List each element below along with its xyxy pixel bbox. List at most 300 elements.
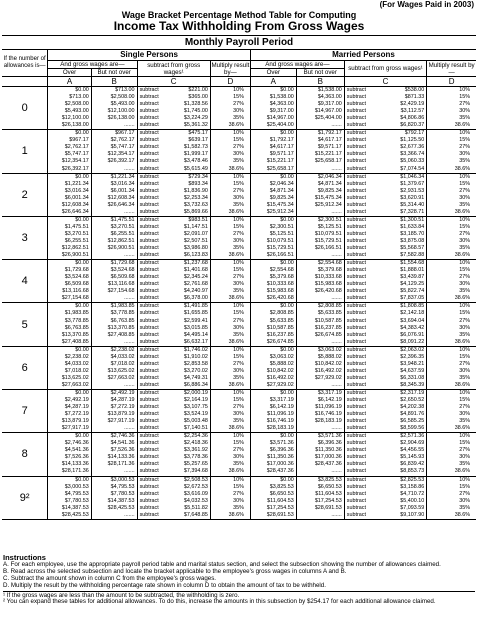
single-subtract-label: subtract <box>137 368 171 375</box>
married-but-not-over-cell: $2,300.51 <box>296 216 344 224</box>
married-subtract-amount: $7,093.59 <box>400 504 425 511</box>
table-row <box>2 339 476 347</box>
single-subtract-amount: $1,745.00 <box>183 108 208 115</box>
married-but-not-over-cell: $10,842.02 <box>296 361 344 368</box>
married-but-not-over-cell: $11,350.36 <box>296 447 344 454</box>
married-subtract-label: subtract <box>344 151 378 158</box>
married-but-not-over-cell: $15,983.68 <box>296 281 344 288</box>
single-over-cell: $6,509.68 <box>64 281 89 288</box>
married-but-not-over-cell: $11,604.53 <box>296 491 344 498</box>
married-subtract-label: subtract <box>344 433 378 441</box>
single-subtract-amount: $2,507.51 <box>183 237 208 244</box>
instructions <box>3 555 475 606</box>
single-but-not-over-cell: $7,272.19 <box>91 404 137 411</box>
table-row <box>2 238 476 245</box>
table-row <box>2 274 476 281</box>
married-subtract-label: subtract <box>344 440 378 447</box>
married-rate-cell: 38.6% <box>427 512 476 520</box>
married-over-cell: $10,079.51 <box>250 238 296 245</box>
married-but-not-over-cell: $1,538.00 <box>296 87 344 95</box>
table-row <box>2 101 476 108</box>
single-rate-cell: 30% <box>210 498 250 505</box>
single-but-not-over-cell: $13,370.85 <box>91 325 137 332</box>
single-subtract-amount: $475.17 <box>188 130 208 137</box>
married-but-not-over-cell: $11,096.19 <box>296 404 344 411</box>
single-but-not-over-cell: $12,354.17 <box>91 151 137 158</box>
married-but-not-over-cell: $5,888.02 <box>296 354 344 361</box>
single-subtract-label: subtract <box>137 245 171 252</box>
table-row <box>2 310 476 317</box>
married-over-cell: $5,888.02 <box>250 361 296 368</box>
married-subtract-amount: $4,456.55 <box>400 447 425 454</box>
married-but-not-over-cell: $17,254.53 <box>296 498 344 505</box>
married-subtract-label: subtract <box>344 195 378 202</box>
married-rate-cell: 10% <box>427 173 476 181</box>
married-rate-cell: 15% <box>427 181 476 188</box>
married-but-not-over-cell: $1,792.17 <box>296 130 344 138</box>
single-rate-cell: 27% <box>210 491 250 498</box>
married-subtract-amount: $5,822.74 <box>400 288 425 295</box>
married-subtract-label: subtract <box>344 476 378 484</box>
single-subtract-header: subtract from gross wages¹ <box>137 61 210 77</box>
married-subtract-label: subtract <box>344 468 378 476</box>
married-but-not-over-cell: $26,166.51 <box>296 245 344 252</box>
married-but-not-over-cell: $10,079.51 <box>296 231 344 238</box>
single-but-not-over-cell: $2,492.19 <box>91 389 137 397</box>
single-subtract-label: subtract <box>137 433 171 441</box>
married-subtract-label: subtract <box>344 332 378 339</box>
table-row <box>2 202 476 209</box>
married-rate-cell: 30% <box>427 151 476 158</box>
single-subtract-label: subtract <box>137 216 171 224</box>
married-rate-cell: 38.6% <box>427 122 476 130</box>
single-over-cell: $26,646.34 <box>48 209 92 217</box>
single-but-not-over-cell: $12,100.00 <box>91 108 137 115</box>
single-over-cell: $0.00 <box>75 433 89 440</box>
single-subtract-label: subtract <box>137 231 171 238</box>
single-subtract-label: subtract <box>137 122 171 130</box>
single-subtract-label: subtract <box>137 195 171 202</box>
single-subtract-amount: $3,478.46 <box>183 158 208 165</box>
single-subtract-amount: $3,524.19 <box>183 411 208 418</box>
single-rate-cell: 15% <box>210 94 250 101</box>
single-subtract-label: subtract <box>137 224 171 231</box>
married-over-cell: $28,183.19 <box>250 425 296 433</box>
married-subtract-amount: $3,620.91 <box>400 194 425 201</box>
married-rate-cell: 10% <box>427 476 476 484</box>
single-rate-cell: 38.6% <box>210 339 250 347</box>
married-subtract-amount: $2,650.52 <box>400 397 425 404</box>
married-rate-cell: 30% <box>427 195 476 202</box>
table-row <box>2 188 476 195</box>
married-but-not-over-cell: $3,317.19 <box>296 389 344 397</box>
single-over-cell: $6,001.34 <box>64 194 89 201</box>
married-but-not-over-cell: $9,571.17 <box>296 144 344 151</box>
single-but-not-over-cell: ....... <box>91 166 137 174</box>
col-letter: A <box>48 77 92 87</box>
single-subtract-amount: $3,015.85 <box>183 324 208 331</box>
single-over-cell: $7,780.53 <box>64 497 89 504</box>
married-over-cell: $10,842.02 <box>250 368 296 375</box>
married-subtract-amount: $9,107.90 <box>379 512 427 520</box>
single-but-not-over-cell: $1,221.34 <box>91 173 137 181</box>
married-but-not-over-cell: $25,404.00 <box>296 115 344 122</box>
married-subtract-label: subtract <box>344 484 378 491</box>
single-rate-cell: 10% <box>210 130 250 138</box>
single-over-cell: $3,778.85 <box>64 317 89 324</box>
single-subtract-amount: $2,091.07 <box>183 230 208 237</box>
allowance-count: 7 <box>2 389 48 432</box>
married-over-cell: $4,363.00 <box>250 101 296 108</box>
single-over-cell: $5,493.00 <box>64 108 89 115</box>
married-rate-cell: 27% <box>427 491 476 498</box>
table-row <box>2 173 476 181</box>
single-subtract-label: subtract <box>137 505 171 512</box>
single-rate-cell: 30% <box>210 238 250 245</box>
married-subtract-label: subtract <box>344 281 378 288</box>
married-rate-cell: 35% <box>427 115 476 122</box>
allowance-count: 4 <box>2 260 48 303</box>
married-over-cell: $11,350.36 <box>250 454 296 461</box>
table-row <box>2 440 476 447</box>
married-subtract-amount: $3,112.57 <box>400 108 425 115</box>
single-but-not-over-cell: $13,879.19 <box>91 411 137 418</box>
table-row <box>2 468 476 476</box>
married-rate-cell: 10% <box>427 303 476 311</box>
single-but-not-over-cell: $3,524.68 <box>91 267 137 274</box>
single-over-cell: $13,370.85 <box>61 331 89 338</box>
married-subtract-label: subtract <box>344 101 378 108</box>
wages-year-note: (For Wages Paid in 2003) <box>379 0 474 9</box>
married-subtract-amount: $5,060.33 <box>400 158 425 165</box>
single-subtract-label: subtract <box>137 440 171 447</box>
married-rate-cell: 15% <box>427 94 476 101</box>
single-subtract-label: subtract <box>137 173 171 181</box>
table-row <box>2 224 476 231</box>
married-rate-cell: 27% <box>427 318 476 325</box>
married-subtract-label: subtract <box>344 122 378 130</box>
married-subtract-amount: $1,808.85 <box>400 303 425 310</box>
single-subtract-label: subtract <box>137 484 171 491</box>
married-rate-cell: 30% <box>427 368 476 375</box>
single-subtract-label: subtract <box>137 361 171 368</box>
single-subtract-amount: $6,123.83 <box>171 252 210 260</box>
single-rate-cell: 10% <box>210 216 250 224</box>
single-over-cell: $14,387.53 <box>61 504 89 511</box>
single-but-not-over-cell: $4,541.36 <box>91 440 137 447</box>
single-but-not-over-cell: $14,133.36 <box>91 454 137 461</box>
married-subtract-amount: $8,599.56 <box>379 425 427 433</box>
married-subtract-amount: $3,694.04 <box>400 317 425 324</box>
single-subtract-label: subtract <box>137 115 171 122</box>
married-rate-cell: 35% <box>427 245 476 252</box>
single-rate-cell: 38.6% <box>210 425 250 433</box>
married-but-not-over-cell: $15,221.17 <box>296 151 344 158</box>
single-subtract-amount: $1,746.02 <box>183 346 208 353</box>
single-rate-cell: 15% <box>210 484 250 491</box>
payroll-period-title: Monthly Payroll Period <box>184 37 294 48</box>
married-subtract-amount: $7,328.71 <box>379 209 427 217</box>
single-subtract-amount: $2,164.19 <box>183 397 208 404</box>
married-subtract-label: subtract <box>344 173 378 181</box>
single-subtract-label: subtract <box>137 238 171 245</box>
married-subtract-label: subtract <box>344 354 378 361</box>
single-subtract-amount: $6,886.34 <box>171 382 210 390</box>
table-body <box>2 87 476 520</box>
married-but-not-over-cell: $9,317.00 <box>296 101 344 108</box>
married-over-cell: $15,475.34 <box>250 202 296 209</box>
single-subtract-amount: $3,616.09 <box>183 490 208 497</box>
single-subtract-label: subtract <box>137 346 171 354</box>
single-rate-cell: 15% <box>210 397 250 404</box>
married-over-cell: $3,571.36 <box>250 440 296 447</box>
single-subtract-amount: $365.00 <box>188 94 208 101</box>
single-over-cell: $0.00 <box>75 173 89 180</box>
married-but-not-over-cell: $2,808.85 <box>296 303 344 311</box>
married-over-cell: $1,792.17 <box>250 137 296 144</box>
married-subtract-label: subtract <box>344 375 378 382</box>
single-subtract-amount: $4,032.53 <box>183 497 208 504</box>
single-subtract-amount: $5,869.66 <box>171 209 210 217</box>
single-subtract-label: subtract <box>137 468 171 476</box>
married-rate-cell: 38.6% <box>427 295 476 303</box>
single-subtract-amount: $1,237.68 <box>183 260 208 267</box>
married-over-cell: $5,379.68 <box>250 274 296 281</box>
single-rate-cell: 27% <box>210 144 250 151</box>
single-but-not-over-cell: $2,762.17 <box>91 137 137 144</box>
married-but-not-over-cell: $16,492.02 <box>296 368 344 375</box>
col-letter: A <box>250 77 296 87</box>
married-over-cell: $1,538.00 <box>250 94 296 101</box>
table-row <box>2 389 476 397</box>
married-subtract-amount: $3,366.74 <box>400 151 425 158</box>
married-over-cell: $28,437.36 <box>250 468 296 476</box>
single-subtract-label: subtract <box>137 491 171 498</box>
single-rate-cell: 10% <box>210 433 250 441</box>
table-row <box>2 260 476 268</box>
married-but-not-over-cell: $4,363.00 <box>296 94 344 101</box>
single-subtract-label: subtract <box>137 382 171 390</box>
single-rate-cell: 10% <box>210 260 250 268</box>
allowance-count: 9² <box>2 476 48 519</box>
single-rate-cell: 38.6% <box>210 209 250 217</box>
married-over-cell: $0.00 <box>250 389 296 397</box>
single-but-not-over-cell: $28,171.36 <box>91 461 137 468</box>
single-subtract-label: subtract <box>137 108 171 115</box>
single-but-not-over-cell: $1,983.85 <box>91 303 137 311</box>
married-subtract-label: subtract <box>344 505 378 512</box>
table-row <box>2 361 476 368</box>
married-subtract-label: subtract <box>344 252 378 260</box>
single-subtract-label: subtract <box>137 151 171 158</box>
single-over-cell: $2,492.19 <box>64 397 89 404</box>
married-over-cell: $26,674.85 <box>250 339 296 347</box>
table-row <box>2 484 476 491</box>
single-subtract-label: subtract <box>137 375 171 382</box>
married-over-cell: $16,237.85 <box>250 332 296 339</box>
single-but-not-over-cell: ....... <box>91 382 137 390</box>
single-rate-cell: 38.6% <box>210 382 250 390</box>
single-subtract-label: subtract <box>137 252 171 260</box>
single-but-not-over-cell: $6,509.68 <box>91 274 137 281</box>
married-rate-cell: 30% <box>427 238 476 245</box>
married-over-cell: $15,983.68 <box>250 288 296 295</box>
single-subtract-label: subtract <box>137 267 171 274</box>
instruction-d: D. Multiply the result by the withholding percentage rate shown in column D to obtain the amount of tax to be withheld. <box>3 581 326 589</box>
single-subtract-amount: $3,778.36 <box>183 454 208 461</box>
married-rate-cell: 30% <box>427 325 476 332</box>
allowance-count: 0 <box>2 87 48 130</box>
single-subtract-label: subtract <box>137 476 171 484</box>
married-rate-cell: 15% <box>427 440 476 447</box>
married-over-cell: $2,300.51 <box>250 224 296 231</box>
married-subtract-label: subtract <box>344 454 378 461</box>
married-subtract-amount: $2,571.36 <box>400 433 425 440</box>
married-but-not-over-cell: $3,571.36 <box>296 433 344 441</box>
married-but-not-over-cell: $16,237.85 <box>296 325 344 332</box>
married-rate-cell: 38.6% <box>427 468 476 476</box>
single-subtract-label: subtract <box>137 130 171 138</box>
allowance-count: 3 <box>2 216 48 259</box>
married-wages-are-header: And gross wages are— <box>250 61 344 69</box>
married-over-cell: $16,746.19 <box>250 418 296 425</box>
married-but-not-over-cell: $3,825.53 <box>296 476 344 484</box>
married-rate-cell: 38.6% <box>427 382 476 390</box>
married-rate-cell: 27% <box>427 274 476 281</box>
single-subtract-label: subtract <box>137 498 171 505</box>
married-subtract-amount: $4,202.38 <box>400 404 425 411</box>
married-subtract-label: subtract <box>344 461 378 468</box>
married-over-cell: $0.00 <box>250 476 296 484</box>
table-row <box>2 425 476 433</box>
married-rate-cell: 27% <box>427 404 476 411</box>
married-over-cell: $0.00 <box>250 173 296 181</box>
married-subtract-amount: $2,317.19 <box>400 389 425 396</box>
married-but-not-over-cell: $15,729.51 <box>296 238 344 245</box>
married-subtract-label: subtract <box>344 94 378 101</box>
single-over-cell: $13,625.02 <box>61 374 89 381</box>
married-but-not-over-cell: ....... <box>296 166 344 174</box>
single-rate-cell: 35% <box>210 418 250 425</box>
married-but-not-over-cell: $26,420.68 <box>296 288 344 295</box>
single-subtract-amount: $5,361.32 <box>171 122 210 130</box>
single-subtract-label: subtract <box>137 418 171 425</box>
single-subtract-amount: $2,599.41 <box>183 317 208 324</box>
single-subtract-amount: $3,986.80 <box>183 245 208 252</box>
married-subtract-amount: $1,554.68 <box>400 260 425 267</box>
married-subtract-amount: $3,948.21 <box>400 360 425 367</box>
single-but-not-over-cell: $28,425.53 <box>91 505 137 512</box>
single-rate-cell: 35% <box>210 245 250 252</box>
married-subtract-amount: $3,875.08 <box>400 237 425 244</box>
single-but-not-over-cell: $1,729.68 <box>91 260 137 268</box>
single-but-not-over-cell: $27,408.85 <box>91 332 137 339</box>
single-rate-cell: 10% <box>210 476 250 484</box>
single-subtract-label: subtract <box>137 461 171 468</box>
col-letter: C <box>344 77 426 87</box>
table-row <box>2 325 476 332</box>
married-subtract-amount: $2,904.69 <box>400 440 425 447</box>
married-rate-cell: 35% <box>427 375 476 382</box>
single-but-not-over-cell: $6,255.51 <box>91 231 137 238</box>
single-subtract-label: subtract <box>137 166 171 174</box>
single-over-cell: $26,900.51 <box>48 252 92 260</box>
married-rate-cell: 10% <box>427 433 476 441</box>
married-subtract-amount: $1,046.34 <box>400 173 425 180</box>
married-subtract-label: subtract <box>344 295 378 303</box>
single-subtract-label: subtract <box>137 181 171 188</box>
single-but-not-over-cell: $3,016.34 <box>91 181 137 188</box>
single-subtract-amount: $1,910.02 <box>183 353 208 360</box>
married-subtract-amount: $6,585.25 <box>400 418 425 425</box>
single-rate-cell: 30% <box>210 411 250 418</box>
single-but-not-over-cell: ....... <box>91 295 137 303</box>
married-rate-cell: 38.6% <box>427 339 476 347</box>
married-over-cell: $17,254.53 <box>250 505 296 512</box>
single-subtract-label: subtract <box>137 202 171 209</box>
single-over-cell: $0.00 <box>75 476 89 483</box>
table-row <box>2 195 476 202</box>
single-persons-header: Single Persons <box>48 50 251 61</box>
married-over-cell: $10,587.85 <box>250 325 296 332</box>
married-over-cell: $9,571.17 <box>250 151 296 158</box>
single-subtract-label: subtract <box>137 339 171 347</box>
single-subtract-amount: $1,491.85 <box>183 303 208 310</box>
single-but-not-over-cell: $2,508.00 <box>91 94 137 101</box>
allowance-count: 2 <box>2 173 48 216</box>
married-subtract-amount: $2,677.36 <box>400 144 425 151</box>
single-rate-cell: 38.6% <box>210 512 250 520</box>
married-subtract-label: subtract <box>344 216 378 224</box>
title-line-1: Wage Bracket Percentage Method Table for Computing <box>121 10 357 20</box>
single-subtract-label: subtract <box>137 94 171 101</box>
married-rate-cell: 35% <box>427 461 476 468</box>
single-but-not-over-cell: $26,900.51 <box>91 245 137 252</box>
married-subtract-amount: $5,400.10 <box>400 497 425 504</box>
single-rate-cell: 27% <box>210 101 250 108</box>
single-over-cell: $0.00 <box>75 87 89 93</box>
married-but-not-over-cell: $16,746.19 <box>296 411 344 418</box>
single-subtract-amount: $2,000.19 <box>183 389 208 396</box>
single-but-not-over-cell: $26,646.34 <box>91 202 137 209</box>
married-subtract-label: subtract <box>344 339 378 347</box>
table-row <box>2 144 476 151</box>
table-row <box>2 303 476 311</box>
col-letter: B <box>296 77 344 87</box>
married-rate-cell: 38.6% <box>427 166 476 174</box>
married-over-cell: $0.00 <box>250 346 296 354</box>
married-over-cell: $25,404.00 <box>250 122 296 130</box>
single-subtract-amount: $7,648.85 <box>171 512 210 520</box>
married-but-not-over-cell: $5,379.68 <box>296 267 344 274</box>
single-over-cell: $6,763.85 <box>64 324 89 331</box>
single-rate-cell: 27% <box>210 447 250 454</box>
married-over-cell: $11,604.53 <box>250 498 296 505</box>
married-subtract-amount: $4,891.76 <box>400 411 425 418</box>
single-subtract-label: subtract <box>137 137 171 144</box>
married-subtract-amount: $2,142.18 <box>400 310 425 317</box>
single-subtract-label: subtract <box>137 158 171 165</box>
single-rate-cell: 35% <box>210 375 250 382</box>
single-over-cell: $3,270.51 <box>64 230 89 237</box>
married-rate-cell: 10% <box>427 130 476 138</box>
single-subtract-amount: $7,140.51 <box>171 425 210 433</box>
married-but-not-over-cell: ....... <box>296 512 344 520</box>
married-rate-cell: 30% <box>427 498 476 505</box>
single-rate-cell: 30% <box>210 195 250 202</box>
single-rate-cell: 38.6% <box>210 468 250 476</box>
single-over-cell: $4,541.36 <box>64 447 89 454</box>
